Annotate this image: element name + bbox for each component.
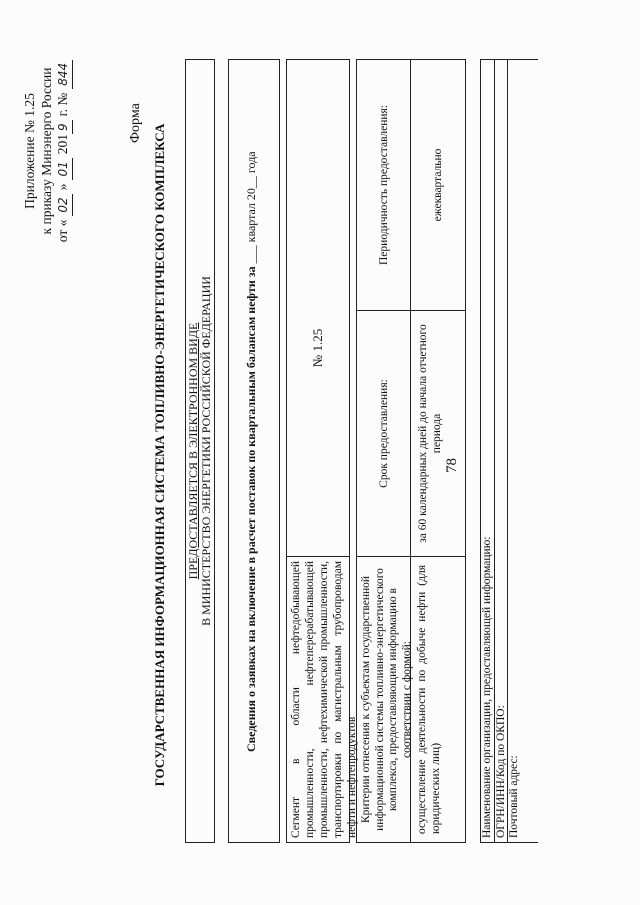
report-title-bold: Сведения о заявках на включение в расчет поставок по квартальным балансам нефти за	[244, 266, 258, 752]
header-criteria: Критерии отнесения к субъектам государственной информационной системы топливно-энергетического комплекса, предоставляющим информацию в соответствии с формой:	[357, 556, 410, 842]
org-ids-field: ОГРН/ИНН/Код по ОКПО:	[495, 60, 509, 842]
org-name-field: Наименование организации, предоставляющей информацию:	[481, 60, 495, 842]
date-day-field: 02	[55, 194, 73, 215]
cell-periodicity: ежеквартально	[431, 148, 444, 222]
segment-text: Сегмент в области нефтедобывающей промышленности, нефтеперерабатывающей промышленности, нефтехимической промышленности, транспортировки по магистральным трубопроводам нефти и нефтепродуктов	[287, 556, 349, 842]
date-month-field: 01	[55, 158, 73, 179]
form-label: Форма	[128, 103, 143, 143]
main-title: ГОСУДАРСТВЕННАЯ ИНФОРМАЦИОННАЯ СИСТЕМА ТОПЛИВНО-ЭНЕРГЕТИЧЕСКОГО КОМПЛЕКСА	[152, 123, 167, 787]
appendix-order-ref: к приказу Минэнерго России	[38, 67, 54, 235]
date-mid: »	[55, 183, 70, 191]
submission-line2: В МИНИСТЕРСТВО ЭНЕРГЕТИКИ РОССИЙСКОЙ ФЕДЕРАЦИИ	[199, 276, 213, 626]
page-number: 78	[444, 458, 460, 473]
date-year-digit: 9	[55, 120, 73, 134]
criteria-table	[356, 59, 466, 843]
organization-fields	[480, 59, 538, 843]
appendix-title: Приложение № 1.25	[22, 93, 37, 209]
report-title-period: ___ квартал 20__ года	[244, 151, 258, 264]
submission-line1: ПРЕДОСТАВЛЯЕТСЯ В ЭЛЕКТРОННОМ ВИДЕ	[186, 322, 200, 580]
report-title-box	[228, 59, 280, 843]
postal-address-field: Почтовый адрес:	[508, 755, 520, 838]
appendix-block	[22, 31, 73, 271]
form-number: № 1.25	[310, 328, 325, 368]
header-periodicity: Периодичность предоставления:	[377, 105, 390, 265]
order-number-field: 844	[55, 60, 73, 89]
submission-box	[185, 59, 215, 843]
appendix-date-line	[55, 31, 73, 271]
date-year-prefix: 201	[55, 134, 70, 155]
cell-deadline: за 60 календарных дней до начала отчетного периода	[410, 310, 465, 556]
date-suffix: г. №	[55, 92, 70, 117]
table-row	[410, 60, 465, 842]
date-prefix: от «	[55, 219, 70, 243]
table-header-row	[357, 60, 411, 842]
segment-box	[286, 59, 358, 843]
date-year-group	[55, 120, 73, 154]
cell-criteria: осуществление деятельности по добыче нефти (для юридических лиц)	[410, 556, 465, 842]
header-deadline: Срок предоставления:	[357, 310, 410, 556]
